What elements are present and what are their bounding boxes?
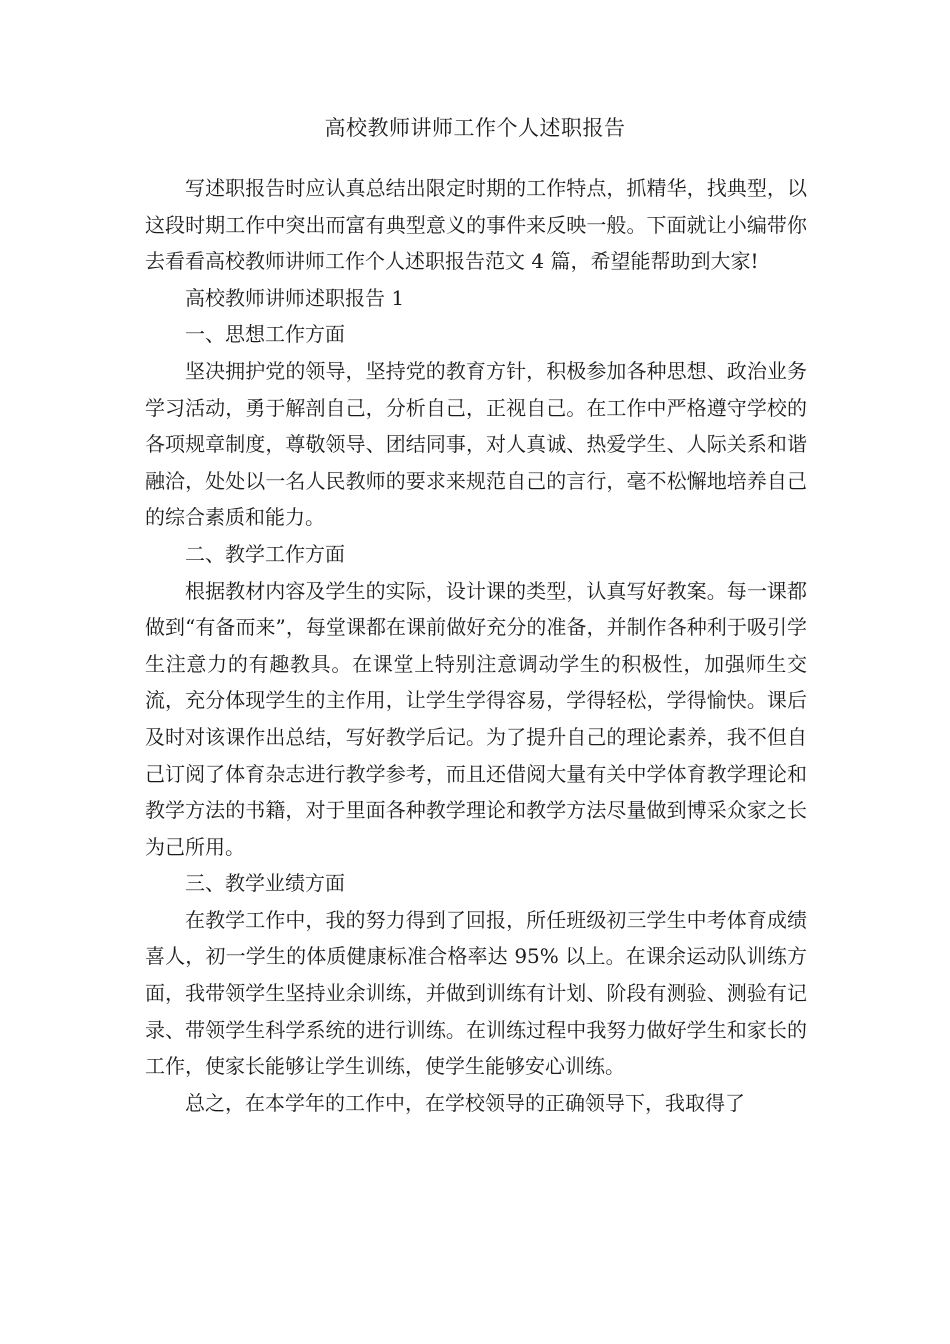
closing-paragraph: 总之，在本学年的工作中，在学校领导的正确领导下，我取得了 (185, 1090, 745, 1115)
section-heading-teaching: 二、教学工作方面 (185, 541, 345, 566)
intro-paragraph: 写述职报告时应认真总结出限定时期的工作特点，抓精华，找典型，以这段时期工作中突出而富有典型意义的事件来反映一般。下面就让小编带你去看看高校教师讲师工作个人述职报告范文 4 篇，希望能帮助到大家! (145, 176, 807, 274)
report-title: 高校教师讲师述职报告 1 (185, 285, 405, 310)
section-heading-ideology: 一、思想工作方面 (185, 322, 345, 347)
section-text-achievements: 在教学工作中，我的努力得到了回报，所任班级初三学生中考体育成绩喜人，初一学生的体质健康标准合格率达 95% 以上。在课余运动队训练方面，我带领学生坚持业余训练，并做到训练有计划、阶段有测验、测验有记录、带领学生科学系统的进行训练。在训练过程中我努力做好学生和家长的工作，使家长能够让学生训练，使学生能够安心训练。 (145, 907, 807, 1079)
section-heading-achievements: 三、教学业绩方面 (185, 871, 345, 896)
document-title: 高校教师讲师工作个人述职报告 (324, 116, 626, 140)
document-body (145, 170, 807, 1121)
section-text-teaching: 根据教材内容及学生的实际，设计课的类型，认真写好教案。每一课都做到“有备而来”，每堂课都在课前做好充分的准备，并制作各种利于吸引学生注意力的有趣教具。在课堂上特别注意调动学生的积极性，加强师生交流，充分体现学生的主作用，让学生学得容易，学得轻松，学得愉快。课后及时对该课作出总结，写好教学后记。为了提升自己的理论素养，我不但自己订阅了体育杂志进行教学参考，而且还借阅大量有关中学体育教学理论和教学方法的书籍，对于里面各种教学理论和教学方法尽量做到博采众家之长为己所用。 (145, 578, 807, 859)
section-text-ideology: 坚决拥护党的领导，坚持党的教育方针，积极参加各种思想、政治业务学习活动，勇于解剖自己，分析自己，正视自己。在工作中严格遵守学校的各项规章制度，尊敬领导、团结同事，对人真诚、热爱学生、人际关系和谐融洽，处处以一名人民教师的要求来规范自己的言行，毫不松懈地培养自己的综合素质和能力。 (145, 358, 807, 530)
